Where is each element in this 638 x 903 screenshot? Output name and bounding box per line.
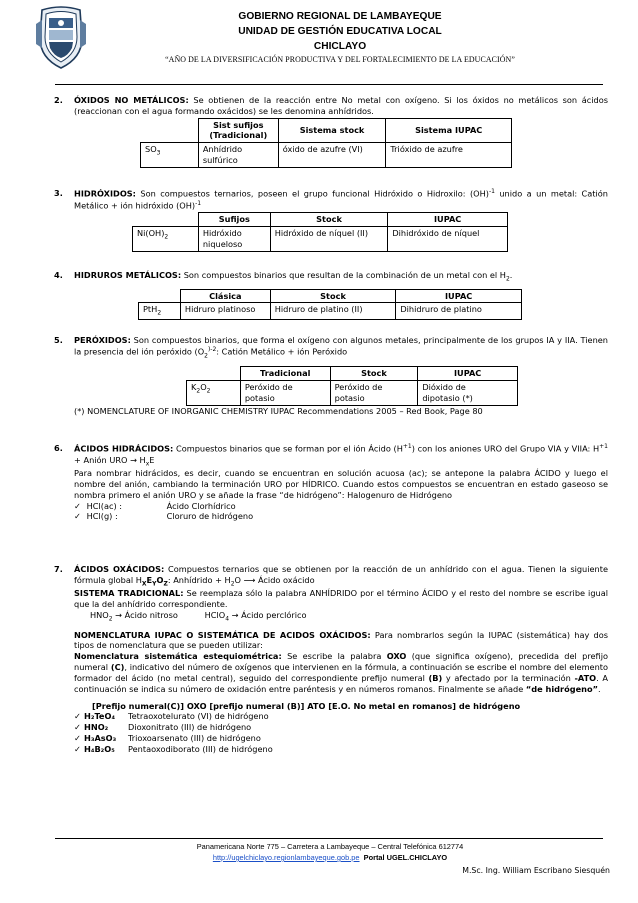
section-hidroxidos bbox=[54, 188, 608, 252]
section-acidos-oxacidos bbox=[54, 564, 609, 755]
section-text: HIDRUROS METÁLICOS: Son compuestos binarios que resultan de la combinación de un metal con el $H_2$. bbox=[74, 270, 513, 283]
formula: H₄B₂O₅ bbox=[84, 743, 115, 754]
col-header: Sistema IUPAC bbox=[386, 118, 512, 143]
section-number: 7. bbox=[54, 564, 63, 574]
section-title: ÁCIDOS HIDRÁCIDOS: bbox=[74, 443, 174, 454]
formula-cell: PtH$_2$ bbox=[139, 303, 181, 320]
checkmark-icon: ✓ bbox=[74, 500, 81, 511]
systematic-name: Trioxoarsenato (III) de hidrógeno bbox=[128, 733, 261, 744]
arrow-icon: → bbox=[231, 610, 239, 621]
iupac-name-cell: Dihidruro de platino bbox=[396, 303, 522, 320]
checkmark-icon: ✓ bbox=[74, 722, 81, 733]
formula: HNO₂ bbox=[84, 722, 109, 733]
example-item: ✓ HCl(g) : Cloruro de hidrógeno bbox=[74, 511, 254, 522]
hidruros-table bbox=[138, 289, 522, 320]
footer-address: Panamericana Norte 775 – Carretera a Lambayeque – Central Telefónica 612774 bbox=[196, 842, 464, 851]
section-title: PERÓXIDOS: bbox=[74, 335, 131, 345]
header-divider bbox=[55, 84, 603, 85]
section-number: 4. bbox=[54, 270, 63, 280]
section-oxidos-no-metalicos bbox=[54, 95, 609, 168]
section-number: 6. bbox=[54, 443, 63, 453]
iupac-system-paragraph: NOMENCLATURA IUPAC O SISTEMÁTICA DE ACIDOS OXÁCIDOS: Para nombrarlos según la IUPAC (sistemática) hay dos tipos de nomenclatura que se pueden utilizar: bbox=[74, 629, 608, 651]
section-number: 5. bbox=[54, 335, 63, 345]
page-header bbox=[0, 0, 638, 84]
traditional-name-cell: Anhídrido sulfúrico bbox=[198, 143, 278, 168]
col-header: IUPAC bbox=[396, 289, 522, 303]
long-arrow-icon: ⟶ bbox=[243, 574, 256, 585]
author-signature: M.Sc. Ing. William Escribano Siesquén bbox=[462, 866, 610, 875]
arrow-icon: → bbox=[115, 610, 123, 621]
formula-cell: $Ni(OH)_2$ bbox=[133, 226, 199, 251]
footer-links bbox=[120, 853, 540, 863]
header-line-2: UNIDAD DE GESTIÓN EDUCATIVA LOCAL bbox=[238, 26, 442, 37]
classic-name-cell: Hidruro platinoso bbox=[180, 303, 270, 320]
section-text: ÁCIDOS HIDRÁCIDOS: Compuestos binarios que se forman por el ión Ácido $(H^{+1})$ con los aniones URO del Grupo VIA y VIIA: $H^{+1}$ + Anión URO → $H_xE$ bbox=[74, 443, 608, 468]
year-motto: “AÑO DE LA DIVERSIFICACIÓN PRODUCTIVA Y DEL FORTALECIMIENTO DE LA EDUCACIÓN” bbox=[165, 55, 515, 64]
traditional-system-paragraph: SISTEMA TRADICIONAL: Se reemplaza sólo la palabra ANHÍDRIDO por el término ÁCIDO y el resto del nombre se escribe igual que la del anhídrido correspondiente. bbox=[74, 588, 608, 610]
systematic-name: Dioxonitrato (III) de hidrógeno bbox=[128, 722, 252, 733]
section-title: ÁCIDOS OXÁCIDOS: bbox=[74, 564, 165, 574]
col-header: Stock bbox=[270, 289, 396, 303]
section-description: Se obtienen de la reacción entre No metal con oxígeno. Si los óxidos no metálicos son ácidos (reaccionan con el agua formando oxácidos) se les denomina anhídridos. bbox=[74, 95, 609, 116]
list-item bbox=[60, 722, 608, 733]
section-number: 2. bbox=[54, 95, 63, 105]
section-number: 3. bbox=[54, 188, 63, 198]
iupac-name-cell: Trióxido de azufre bbox=[386, 143, 512, 168]
stoichiometric-nomenclature-paragraph: Nomenclatura sistemática estequiométrica: Se escribe la palabra OXO (que significa oxígeno), precedida del prefijo numeral (C), indicativo del número de oxígenos que intervienen en la fórmula, a continuación se escribe el nombre del elemento formador del ácido (no metal central), seguido del correspondiente prefijo numeral (B) y afectado por la terminación -ATO. A continuación se indica su número de oxidación entre paréntesis y en números romanos. Finalmente se añade “de hidrógeno”. bbox=[74, 651, 609, 694]
stock-name-cell: Hidruro de platino (II) bbox=[270, 303, 396, 320]
traditional-examples: $HNO_2$ → Ácido nitroso HClO$_4$ → Ácido perclórico bbox=[90, 610, 307, 623]
systematic-name: Tetraoxotelurato (VI) de hidrógeno bbox=[128, 711, 269, 722]
traditional-name-cell: Peróxido de potasio bbox=[240, 380, 330, 405]
section-title: ÓXIDOS NO METÁLICOS: bbox=[74, 95, 189, 105]
formula: H₂TeO₄ bbox=[84, 711, 116, 722]
col-header-sub: (Tradicional) bbox=[209, 130, 268, 141]
col-header: Tradicional bbox=[240, 367, 330, 381]
section-text: ÁCIDOS OXÁCIDOS: Compuestos ternarios que se obtienen por la reacción de un anhídrido con el agua. Tienen la siguiente fórmula global $H_XE_YO_Z$: Anhídrido + $H_2O$ ⟶ Ácido oxácido bbox=[74, 564, 608, 588]
hidroxidos-table bbox=[132, 212, 508, 251]
portal-label: Portal UGEL.CHICLAYO bbox=[363, 853, 448, 862]
col-header: Stock bbox=[270, 213, 388, 227]
section-peroxidos bbox=[54, 335, 608, 416]
oxidos-table bbox=[140, 118, 512, 168]
checkmark-icon: ✓ bbox=[74, 711, 81, 722]
col-header: IUPAC bbox=[418, 367, 518, 381]
general-formula: [Prefijo numeral(C)] OXO [prefijo numeral (B)] ATO [E.O. No metal en romanos] de hidrógeno bbox=[92, 700, 521, 711]
iupac-name-cell: Dióxido de dipotasio (*) bbox=[418, 380, 518, 405]
col-header: Sufijos bbox=[198, 213, 270, 227]
formula-cell: $K_2O_2$ bbox=[187, 380, 241, 405]
header-line-3: CHICLAYO bbox=[313, 41, 367, 52]
section-hidruros-metalicos bbox=[54, 270, 608, 320]
checkmark-icon: ✓ bbox=[74, 511, 81, 522]
arrow-icon: → bbox=[130, 454, 137, 465]
section-text bbox=[60, 95, 608, 117]
checkmark-icon: ✓ bbox=[74, 733, 81, 744]
section-title: HIDRÓXIDOS: bbox=[74, 188, 136, 199]
stock-name-cell: Peróxido de potasio bbox=[330, 380, 418, 405]
list-item bbox=[60, 711, 608, 722]
section-text: PERÓXIDOS: Son compuestos binarios, que forma el oxígeno con algunos metales, principalmente de los grupos IA y IIA. Tienen la presencia del ión peróxido ($O_2^{)-2}$: Catión Metálico + ión Peróxido bbox=[74, 335, 608, 360]
peroxidos-table bbox=[186, 366, 518, 405]
stock-name-cell: Hidróxido de níquel (II) bbox=[270, 226, 388, 251]
formula-cell: $SO_3$ bbox=[141, 143, 199, 168]
stock-name-cell: óxido de azufre (VI) bbox=[278, 143, 386, 168]
regional-coat-of-arms-logo bbox=[32, 4, 90, 70]
section-acidos-hidracidos bbox=[54, 443, 608, 522]
website-link[interactable]: http://ugelchiclayo.regionlambayeque.gob.pe bbox=[212, 853, 360, 862]
example-item: ✓ HCl(ac) : Ácido Clorhídrico bbox=[74, 500, 236, 511]
header-line-1: GOBIERNO REGIONAL DE LAMBAYEQUE bbox=[238, 11, 442, 22]
oxacid-examples-list bbox=[60, 711, 608, 754]
list-item bbox=[60, 744, 608, 755]
systematic-name: Pentaoxodiborato (III) de hidrógeno bbox=[128, 743, 273, 754]
traditional-name-cell: Hidróxido niqueloso bbox=[198, 226, 270, 251]
iupac-reference-note: (*) NOMENCLATURE OF INORGANIC CHEMISTRY IUPAC Recommendations 2005 – Red Book, Page 80 bbox=[74, 405, 483, 416]
col-header: Clásica bbox=[180, 289, 270, 303]
formula: H₃AsO₃ bbox=[84, 733, 117, 744]
col-header: Stock bbox=[330, 367, 418, 381]
footer-divider bbox=[55, 838, 603, 839]
iupac-name-cell: Dihidróxido de níquel bbox=[388, 226, 508, 251]
checkmark-icon: ✓ bbox=[74, 743, 81, 754]
list-item bbox=[60, 733, 608, 744]
section-text: HIDRÓXIDOS: Son compuestos ternarios, poseen el grupo funcional Hidróxido o Hidroxilo: (OH)$^{-1}$ unido a un metal: Catión Metálico + ión hidróxido (OH)$^{-1}$ bbox=[74, 188, 608, 211]
naming-rule-paragraph: Para nombrar hidrácidos, es decir, cuando se encuentran en solución acuosa (ac); se antepone la palabra ÁCIDO y luego el nombre del anión, cambiando la terminación URO por HÍDRICO. Cuando estos compuestos se encuentran en estado gaseoso se nombra primero el anión URO y se añade la frase “de hidrógeno”: Halogenuro de Hidrógeno bbox=[74, 468, 608, 500]
col-header: IUPAC bbox=[388, 213, 508, 227]
col-header: Sistema stock bbox=[278, 118, 386, 143]
section-title: HIDRUROS METÁLICOS: bbox=[74, 270, 182, 280]
col-header: Sist sufijos bbox=[213, 119, 264, 130]
